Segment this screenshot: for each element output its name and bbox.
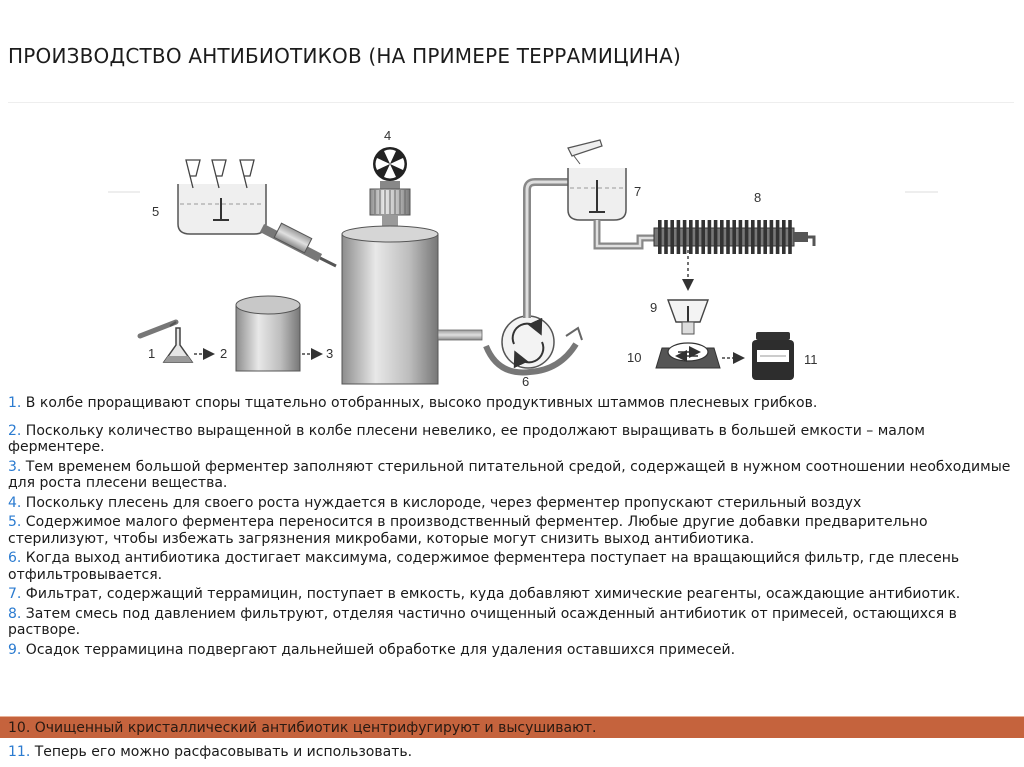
diagram-label-6: 6: [522, 374, 530, 389]
filter-fin: [670, 220, 674, 254]
filter-fin: [695, 220, 699, 254]
filter-fin: [751, 220, 755, 254]
step-text: Теперь его можно расфасовывать и использовать.: [30, 744, 413, 760]
step-number: 6.: [8, 550, 22, 566]
steps-list: [8, 394, 1014, 660]
filter-fin: [683, 220, 687, 254]
filter-fin: [776, 220, 780, 254]
step-4: [8, 494, 1014, 514]
rotary-filter-icon: [486, 316, 582, 372]
step-number: 9.: [8, 641, 22, 658]
step-10-band: [0, 716, 1024, 738]
filter-fin: [726, 220, 730, 254]
diagram-label-9: 9: [650, 300, 658, 315]
step-number: 4.: [8, 494, 22, 511]
filter-fin: [720, 220, 724, 254]
diagram-label-3: 3: [326, 346, 334, 361]
large-fermenter-icon: [342, 226, 482, 384]
step-number: 3.: [8, 458, 22, 475]
diagram-label-11: 11: [804, 352, 818, 367]
diagram-label-8: 8: [754, 190, 762, 205]
step-1: [8, 394, 1014, 414]
small-fermenter-icon: [236, 296, 300, 371]
production-diagram: [0, 100, 1024, 396]
step-text: Осадок террамицина подвергают дальнейшей обработке для удаления оставшихся примесей.: [21, 641, 736, 658]
step-number: 11.: [8, 744, 31, 760]
filter-fin: [714, 220, 718, 254]
diagram-label-5: 5: [152, 204, 160, 219]
filter-fin: [788, 220, 792, 254]
pressure-filter-icon: [654, 220, 814, 254]
filter-fin: [708, 220, 712, 254]
step-number: 2.: [8, 422, 22, 439]
filter-fin: [770, 220, 774, 254]
step-number: 1.: [8, 395, 22, 411]
filter-fin: [757, 220, 761, 254]
step-7: [8, 585, 1014, 605]
additive-vessel-icon: [178, 160, 336, 266]
centrifuge-dryer-icon: [656, 343, 720, 368]
filter-fin: [732, 220, 736, 254]
filter-fin: [664, 220, 668, 254]
filter-fin: [701, 220, 705, 254]
step-2: [8, 422, 1014, 458]
step-text: Фильтрат, содержащий террамицин, поступает в емкость, куда добавляют химические реагенты, осаждающие антибиотик.: [21, 586, 961, 602]
purification-funnel-icon: [668, 300, 708, 334]
medicine-jar-icon: [752, 332, 794, 380]
step-text: Содержимое малого ферментера переносится в производственный ферментер. Любые другие добавки предварительно стерилизуют, чтобы избежать загрязнения микробами, которые могут снизить выход антибиотика.: [8, 514, 928, 547]
step-number: 7.: [8, 586, 22, 602]
diagram-label-1: 1: [148, 346, 156, 361]
step-text: Затем смесь под давлением фильтруют, отделяя частично очищенный осажденный антибиотик от примесей, остающихся в растворе.: [8, 605, 957, 638]
step-3: [8, 458, 1014, 494]
step-text: Поскольку плесень для своего роста нуждается в кислороде, через ферментер пропускают стерильный воздух: [21, 494, 862, 511]
step-8: [8, 605, 1014, 641]
step-text: Тем временем большой ферментер заполняют стерильной питательной средой, содержащей в нужном соотношении необходимые для роста плесени вещества.: [8, 458, 1011, 491]
filter-fin: [677, 220, 681, 254]
diagram-label-10: 10: [627, 350, 642, 365]
slide-title: ПРОИЗВОДСТВО АНТИБИОТИКОВ (НА ПРИМЕРЕ ТЕРРАМИЦИНА): [8, 44, 682, 68]
filter-fin: [782, 220, 786, 254]
air-fan-icon: [370, 147, 410, 229]
step-6: [8, 549, 1014, 585]
step-11-band: [0, 738, 1024, 767]
filter-fin: [689, 220, 693, 254]
step-number: 8.: [8, 605, 22, 622]
step-number: 10.: [8, 720, 31, 736]
step-9: [8, 641, 1014, 661]
diagram-label-2: 2: [220, 346, 228, 361]
filter-fin: [763, 220, 767, 254]
step-text: В колбе проращивают споры тщательно отобранных, высоко продуктивных штаммов плесневых грибков.: [21, 395, 818, 411]
step-5: [8, 513, 1014, 549]
filter-fin: [658, 220, 662, 254]
diagram-label-7: 7: [634, 184, 642, 199]
diagram-label-4: 4: [384, 128, 392, 143]
filter-fin: [739, 220, 743, 254]
step-text: Поскольку количество выращенной в колбе плесени невелико, ее продолжают выращивать в большей емкости – малом ферментере.: [8, 422, 925, 455]
step-text: Очищенный кристаллический антибиотик центрифугируют и высушивают.: [30, 720, 597, 736]
step-number: 5.: [8, 514, 22, 530]
step-text: Когда выход антибиотика достигает максимума, содержимое ферментера поступает на вращающийся фильтр, где плесень отфильтровывается.: [8, 550, 960, 583]
filter-fin: [745, 220, 749, 254]
